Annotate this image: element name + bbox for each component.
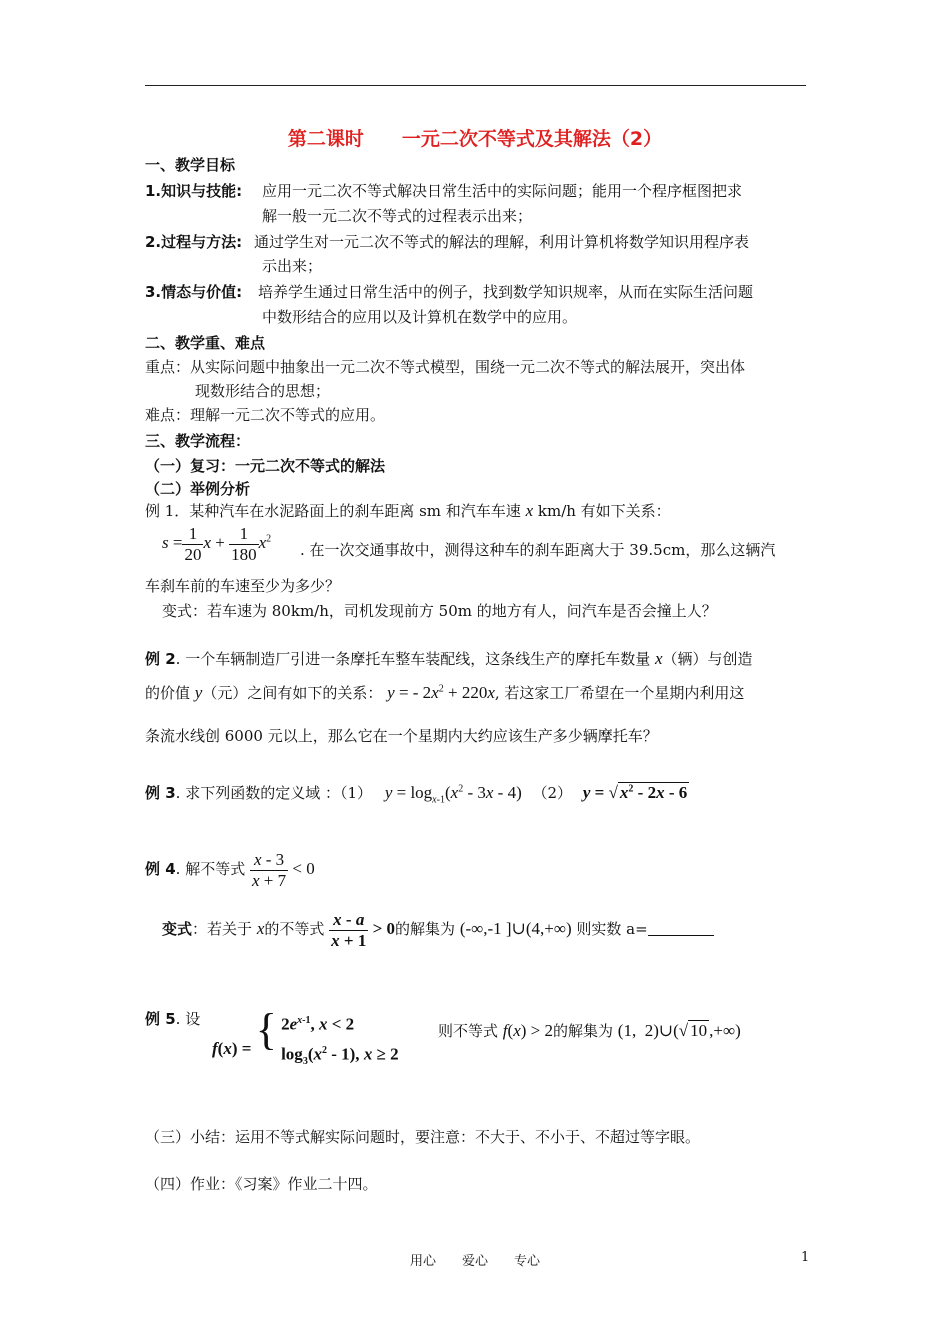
summary: （三）小结：运用不等式解实际问题时，要注意：不大于、不小于、不超过等字眼。 bbox=[145, 1128, 701, 1146]
goal-2-label: 2.过程与方法: bbox=[145, 233, 243, 251]
page-number: 1 bbox=[801, 1250, 810, 1265]
example-2-line3: 条流水线创 6000 元以上，那么它在一个星期内大约应该生产多少辆摩托车？ bbox=[145, 727, 658, 745]
example-5-tail: 则不等式 f(x) > 2的解集为 (1, 2)∪(√ 10 ,+∞) bbox=[438, 1021, 741, 1040]
example-1-line3: 车刹车前的车速至少为多少？ bbox=[145, 577, 341, 595]
section-heading-goals: 一、教学目标 bbox=[145, 156, 236, 174]
section-heading-keypoints: 二、教学重、难点 bbox=[145, 334, 266, 352]
goal-1-text-line1: 应用一元二次不等式解决日常生活中的实际问题；能用一个程序框图把求 bbox=[262, 182, 743, 200]
example-1-formula: s = $\frac{1}{20}$ x + $\frac{1}{180}$ $x^2$ bbox=[162, 524, 272, 564]
answer-blank bbox=[648, 921, 714, 936]
example-1-line2: . 在一次交通事故中，测得这种车的刹车距离大于 39.5cm，那么这辆汽 bbox=[300, 541, 776, 559]
header-rule bbox=[145, 85, 806, 86]
goal-3-text-line1: 培养学生通过日常生活中的例子，找到数学知识规率，从而在实际生活问题 bbox=[258, 283, 754, 301]
goal-2-text-line1: 通过学生对一元二次不等式的解法的理解，利用计算机将数学知识用程序表 bbox=[254, 233, 750, 251]
page-title: 第二课时 一元二次不等式及其解法（2） bbox=[287, 128, 663, 150]
example-5-piecewise: f(x) = { $2e^{x-1}$, x < 2 $\log_3(x^2 - 1)$, x ≥ 2 bbox=[212, 1005, 399, 1067]
process-review: （一）复习：一元二次不等式的解法 bbox=[145, 457, 386, 475]
goal-1-label: 1.知识与技能: bbox=[145, 182, 243, 200]
example-4-variant: 变式：若关于 x的不等式 $\frac{x - a}{x + 1}$ > 0的解集为 (-∞,-1 ]∪(4,+∞) 则实数 a= bbox=[162, 910, 714, 950]
homework: （四）作业：《习案》作业二十四。 bbox=[145, 1175, 378, 1193]
example-1-line1: 例 1．某种汽车在水泥路面上的刹车距离 sm 和汽车车速 x km/h 有如下关系： bbox=[145, 501, 671, 520]
example-1-variant: 变式：若车速为 80km/h，司机发现前方 50m 的地方有人，问汽车是否会撞上人？ bbox=[162, 602, 717, 620]
difficulty-line: 难点：理解一元二次不等式的应用。 bbox=[145, 406, 386, 424]
goal-3-label: 3.情态与价值: bbox=[145, 283, 243, 301]
goal-2-text-line2: 示出来； bbox=[262, 257, 323, 275]
section-heading-process: 三、教学流程： bbox=[145, 432, 251, 450]
example-2-line2: 的价值 y（元）之间有如下的关系： y = - $2x^2 + 220x$, 若这家工厂希望在一个星期内利用这 bbox=[145, 683, 745, 702]
example-4-line: 例 4. 解不等式 $\frac{x - 3}{x + 7}$ < 0 bbox=[145, 850, 315, 890]
example-2-line1: 例 2. 一个车辆制造厂引进一条摩托车整车装配线，这条线生产的摩托车数量 x（辆）与创造 bbox=[145, 649, 753, 668]
page-footer: 用心 爱心 专心 bbox=[409, 1254, 540, 1269]
example-5-line: 例 5. 设 bbox=[145, 1010, 201, 1028]
goal-3-text-line2: 中数形结合的应用以及计算机在数学中的应用。 bbox=[262, 308, 578, 326]
goal-1-text-line2: 解一般一元二次不等式的过程表示出来； bbox=[262, 207, 533, 225]
process-examples: （二）举例分析 bbox=[145, 480, 251, 498]
key-point-line1: 重点：从实际问题中抽象出一元二次不等式模型，围绕一元二次不等式的解法展开，突出体 bbox=[145, 358, 746, 376]
key-point-line2: 现数形结合的思想； bbox=[195, 382, 331, 400]
example-3-line: 例 3. 求下列函数的定义域 ：（1） $y = \log_{x-1}(x^2 - 3x - 4)$ （2） y = √ $x^2 - 2x - 6$ bbox=[145, 783, 688, 806]
